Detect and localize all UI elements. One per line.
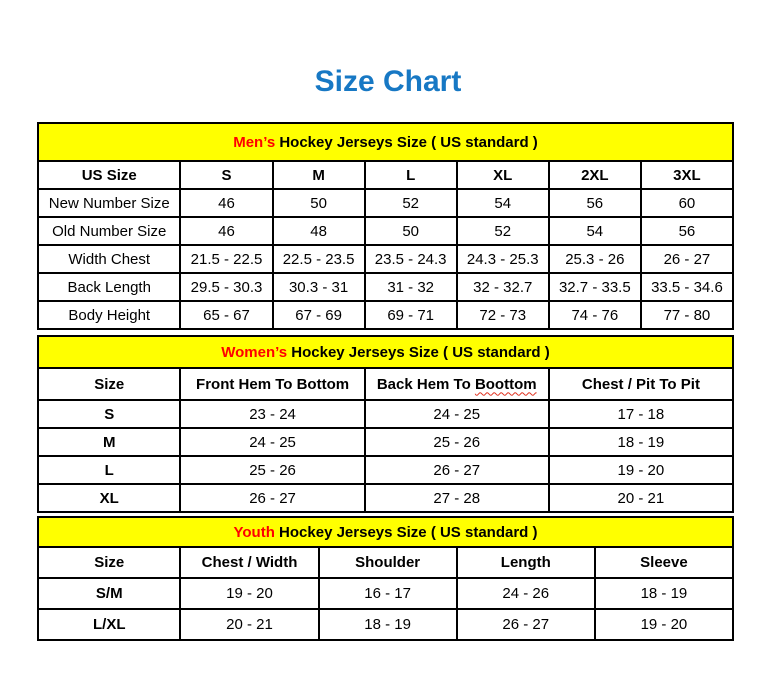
mens-value-cell-r3-c2: 31 - 32 [365,273,457,301]
mens-value-cell-r2-c5: 26 - 27 [641,245,733,273]
mens-value-cell-r1-c2: 50 [365,217,457,245]
womens-value-cell-r0-c0: 23 - 24 [180,400,364,428]
mens-section-row [38,123,733,161]
mens-value-cell-r2-c0: 21.5 - 22.5 [180,245,272,273]
womens-row-label-3: XL [38,484,180,512]
mens-column-header-2: M [273,161,365,189]
mens-column-header-1: S [180,161,272,189]
mens-table-row-3 [38,273,733,301]
youth-table-row-0 [38,578,733,609]
womens-section-row [38,336,733,368]
mens-column-header-5: 2XL [549,161,641,189]
womens-section-title [38,336,733,368]
womens-section-rest: Hockey Jerseys Size ( US standard ) [287,343,550,361]
womens-value-cell-r2-c2: 19 - 20 [549,456,733,484]
mens-value-cell-r0-c0: 46 [180,189,272,217]
mens-value-cell-r0-c5: 60 [641,189,733,217]
mens-value-cell-r3-c1: 30.3 - 31 [273,273,365,301]
womens-column-header-3: Chest / Pit To Pit [549,368,733,400]
youth-section-row [38,517,733,547]
mens-column-header-0: US Size [38,161,180,189]
mens-value-cell-r0-c4: 56 [549,189,641,217]
womens-value-cell-r3-c2: 20 - 21 [549,484,733,512]
mens-section-title [38,123,733,161]
youth-section-highlight: Youth [233,523,275,541]
womens-value-cell-r1-c1: 25 - 26 [365,428,549,456]
womens-value-cell-r1-c2: 18 - 19 [549,428,733,456]
mens-row-label-4: Body Height [38,301,180,329]
mens-value-cell-r1-c0: 46 [180,217,272,245]
youth-column-header-1: Chest / Width [180,547,318,578]
youth-row-label-1: L/XL [38,609,180,640]
youth-value-cell-r1-c3: 19 - 20 [595,609,733,640]
youth-section-title [38,517,733,547]
youth-column-header-0: Size [38,547,180,578]
womens-column-header-1: Front Hem To Bottom [180,368,364,400]
mens-value-cell-r0-c1: 50 [273,189,365,217]
mens-column-header-3: L [365,161,457,189]
mens-value-cell-r2-c3: 24.3 - 25.3 [457,245,549,273]
mens-row-label-3: Back Length [38,273,180,301]
youth-section-rest: Hockey Jerseys Size ( US standard ) [274,523,538,541]
womens-value-cell-r2-c1: 26 - 27 [365,456,549,484]
mens-section-rest: Hockey Jerseys Size ( US standard ) [275,133,538,151]
youth-value-cell-r0-c3: 18 - 19 [595,578,733,609]
youth-value-cell-r1-c0: 20 - 21 [180,609,318,640]
womens-value-cell-r1-c0: 24 - 25 [180,428,364,456]
mens-column-header-4: XL [457,161,549,189]
mens-table-row-1 [38,217,733,245]
mens-column-header-row [38,161,733,189]
mens-section-highlight: Men’s [233,133,276,151]
mens-value-cell-r1-c3: 52 [457,217,549,245]
mens-table-row-2 [38,245,733,273]
mens-value-cell-r1-c5: 56 [641,217,733,245]
mens-value-cell-r3-c0: 29.5 - 30.3 [180,273,272,301]
page-title: Size Chart [314,65,462,98]
mens-value-cell-r4-c2: 69 - 71 [365,301,457,329]
mens-value-cell-r1-c4: 54 [549,217,641,245]
youth-column-header-4: Sleeve [595,547,733,578]
womens-column-header-2: Back Hem To Boottom [365,368,549,400]
youth-value-cell-r1-c2: 26 - 27 [457,609,595,640]
youth-value-cell-r0-c2: 24 - 26 [457,578,595,609]
mens-row-label-1: Old Number Size [38,217,180,245]
womens-table-row-0 [38,400,733,428]
womens-row-label-2: L [38,456,180,484]
womens-column-header-row [38,368,733,400]
mens-value-cell-r0-c3: 54 [457,189,549,217]
mens-column-header-6: 3XL [641,161,733,189]
womens-value-cell-r2-c0: 25 - 26 [180,456,364,484]
youth-column-header-row [38,547,733,578]
youth-size-table [37,516,734,641]
mens-row-label-2: Width Chest [38,245,180,273]
womens-value-cell-r0-c2: 17 - 18 [549,400,733,428]
mens-value-cell-r0-c2: 52 [365,189,457,217]
mens-row-label-0: New Number Size [38,189,180,217]
misspelled-word: Boottom [474,375,537,393]
womens-size-table [37,335,734,513]
womens-table-row-3 [38,484,733,512]
youth-table-row-1 [38,609,733,640]
womens-value-cell-r3-c1: 27 - 28 [365,484,549,512]
womens-column-header-0: Size [38,368,180,400]
womens-table-row-2 [38,456,733,484]
mens-value-cell-r4-c3: 72 - 73 [457,301,549,329]
mens-value-cell-r3-c5: 33.5 - 34.6 [641,273,733,301]
womens-row-label-0: S [38,400,180,428]
womens-section-highlight: Women’s [221,343,288,361]
womens-value-cell-r0-c1: 24 - 25 [365,400,549,428]
mens-value-cell-r4-c0: 65 - 67 [180,301,272,329]
mens-value-cell-r3-c3: 32 - 32.7 [457,273,549,301]
mens-size-table [37,122,734,330]
youth-value-cell-r0-c1: 16 - 17 [319,578,457,609]
mens-value-cell-r2-c1: 22.5 - 23.5 [273,245,365,273]
mens-value-cell-r2-c2: 23.5 - 24.3 [365,245,457,273]
mens-value-cell-r2-c4: 25.3 - 26 [549,245,641,273]
mens-table-row-0 [38,189,733,217]
mens-value-cell-r4-c1: 67 - 69 [273,301,365,329]
mens-table-row-4 [38,301,733,329]
mens-value-cell-r3-c4: 32.7 - 33.5 [549,273,641,301]
youth-value-cell-r1-c1: 18 - 19 [319,609,457,640]
youth-row-label-0: S/M [38,578,180,609]
womens-row-label-1: M [38,428,180,456]
youth-value-cell-r0-c0: 19 - 20 [180,578,318,609]
mens-value-cell-r4-c5: 77 - 80 [641,301,733,329]
youth-column-header-3: Length [457,547,595,578]
mens-value-cell-r1-c1: 48 [273,217,365,245]
womens-table-row-1 [38,428,733,456]
womens-value-cell-r3-c0: 26 - 27 [180,484,364,512]
size-tables-container [0,122,776,641]
mens-value-cell-r4-c4: 74 - 76 [549,301,641,329]
youth-column-header-2: Shoulder [319,547,457,578]
